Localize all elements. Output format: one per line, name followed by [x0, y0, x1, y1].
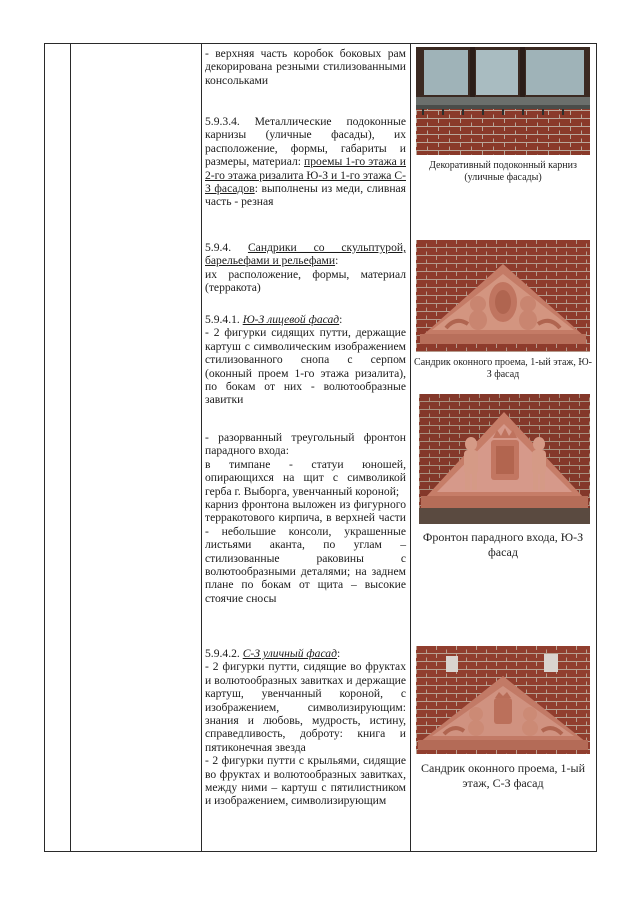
table-divider-2	[201, 43, 202, 851]
paragraph: в тимпане - статуи юношей, опирающихся на щит с символикой герба г. Выборга, увенчанный короной;	[205, 457, 406, 498]
text-block-nw-facade	[205, 647, 406, 808]
underlined-text: проемы 1-го этажа и 2-го этажа ризалита Ю-З и 1-го этажа С-З фасадов	[205, 155, 406, 196]
section-number: 5.9.4.	[205, 241, 248, 254]
caption-sill-cornice: Декоративный подоконный карниз (уличные фасады)	[429, 160, 577, 183]
heading-text: 5.9.3.4. Металлические подоконные карнизы (уличные фасады), их расположение, формы, габариты и размеры, материал:	[205, 115, 406, 169]
colon: :	[335, 254, 339, 268]
section-number: 5.9.4.2.	[205, 647, 243, 660]
section-title: Сандрики со скульптурой, барельефами и рельефами	[205, 241, 406, 268]
photo-sandrik-sw	[416, 240, 590, 352]
section-number: 5.9.4.1.	[205, 313, 243, 326]
caption-entrance-pediment: Фронтон парадного входа, Ю-З фасад	[422, 530, 584, 559]
table-divider-1	[70, 43, 71, 851]
subsection-heading	[205, 647, 406, 660]
text-block-sandriki	[205, 241, 406, 295]
text-block-frame-consoles	[205, 47, 406, 87]
subsection-title: С-З уличный фасад	[242, 647, 337, 660]
table-border-right	[596, 43, 597, 851]
caption-sandrik-sw: Сандрик оконного проема, 1-ый этаж, Ю-З фасад	[414, 357, 592, 380]
paragraph: - 2 фигурки путти, сидящие во фруктах и волютообразных завитках и держащие картуш, увенчанный короной, с изображением, символизирующим: знания и любовь, мудрость, истину, справедливость, доброту: книга и пятиконечная звезда	[205, 660, 406, 754]
paragraph: - 2 фигурки сидящих путти, держащие картуш с символическим изображением стилизованного снопа с серпом (оконный проем 1-го этажа ризалита), по бокам от них - волютообразные завитки	[205, 326, 406, 407]
table-border-bottom	[44, 851, 597, 852]
colon: :	[339, 313, 343, 326]
paragraph: их расположение, формы, материал (терракота)	[205, 267, 406, 295]
paragraph: - разорванный треугольный фронтон парадного входа:	[205, 431, 406, 458]
subsection-heading	[205, 313, 406, 326]
paragraph	[205, 241, 406, 268]
paragraph: карниз фронтона выложен из фигурного терракотового кирпича, в верхней части - небольшие консоли, украшенные листьями аканта, по углам – стилизованные раковины с волютообразными деталями; на заднем плане по бокам от щита – высокие стоячие сносы	[205, 498, 406, 605]
text-block-sw-facade	[205, 313, 406, 407]
photo-entrance-pediment	[419, 394, 590, 524]
subsection-title: Ю-З лицевой фасад	[242, 313, 340, 326]
colon: :	[336, 647, 341, 660]
caption-sandrik-nw: Сандрик оконного проема, 1-ый этаж, С-З фасад	[420, 761, 585, 790]
photo-sandrik-nw	[416, 646, 590, 754]
photo-sill-cornice	[416, 47, 590, 155]
table-border-top	[44, 43, 597, 44]
paragraph-tail: : выполнены из меди, сливная часть - резная	[205, 182, 407, 209]
paragraph: - 2 фигурки путти с крыльями, сидящие во фруктах и волютообразных завитках, между ними – картуш с пятилистником и изображением, символизирующим	[205, 754, 406, 808]
table-border-left	[44, 43, 45, 851]
paragraph: - верхняя часть коробок боковых рам декорирована резными стилизованными консольками	[205, 47, 406, 87]
paragraph	[205, 115, 406, 209]
table-divider-3	[410, 43, 411, 851]
text-block-sill-cornices	[205, 115, 406, 209]
text-block-pediment	[205, 431, 406, 605]
